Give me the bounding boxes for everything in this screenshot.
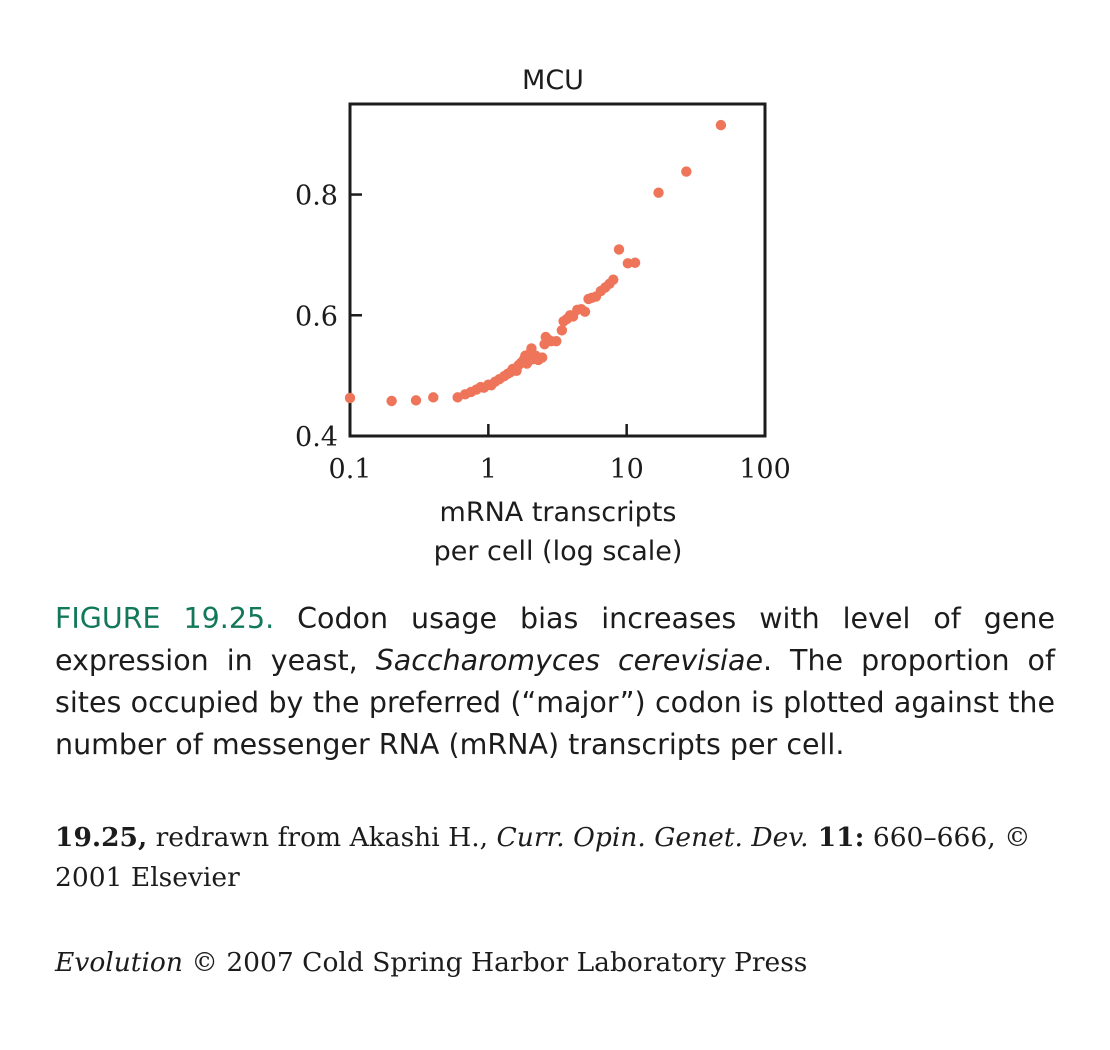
book-copyright [55,943,1065,983]
figure-caption [55,598,1055,766]
y-tick-label: 0.8 [295,180,338,212]
data-point [411,395,421,405]
figure-credit [55,818,1065,898]
data-point [681,166,691,176]
data-point [614,244,624,254]
credit-volume: 11: [808,822,865,853]
credit-text-2: 660–666, © 2001 Elsevier [55,822,1031,893]
x-tick-label: 100 [739,454,791,485]
data-point [608,274,618,284]
data-point [345,393,355,403]
data-point [653,188,663,198]
y-tick-label: 0.4 [295,422,338,453]
data-point [551,336,561,346]
data-point [716,120,726,130]
credit-figure-ref: 19.25, [55,822,148,853]
data-point [630,258,640,268]
copyright-text: © 2007 Cold Spring Harbor Laboratory Press [182,947,808,978]
x-axis-label-line2: per cell (log scale) [433,536,683,567]
credit-text-1: redrawn from Akashi H., [147,822,497,853]
species-name: Saccharomyces cerevisiae [375,644,763,677]
data-point [580,306,590,316]
data-point [557,325,567,335]
caption-text-2: . The proportion of sites occupied by the preferred (“major”) codon is plotted against the number of messenger RNA (mRNA) transcripts per cell. [55,644,1056,761]
caption-text-1: Codon usage bias increases with level of gene expression in yeast, [55,602,1056,677]
y-tick-label: 0.6 [295,301,338,333]
x-tick-label: 10 [609,454,644,485]
x-tick-label: 1 [479,454,497,485]
chart-title: MCU [522,65,584,96]
book-title: Evolution [55,947,183,978]
x-axis [329,424,791,485]
data-point [428,392,438,402]
data-point [386,396,396,406]
plot-frame [350,104,765,436]
figure-label: FIGURE 19.25. [55,602,275,635]
data-points [345,120,726,406]
y-axis [295,181,362,453]
x-axis-label-line1: mRNA transcripts [439,497,677,528]
credit-journal: Curr. Opin. Genet. Dev. [496,822,809,853]
x-tick-label: 0.1 [328,454,372,485]
data-point [537,352,547,362]
